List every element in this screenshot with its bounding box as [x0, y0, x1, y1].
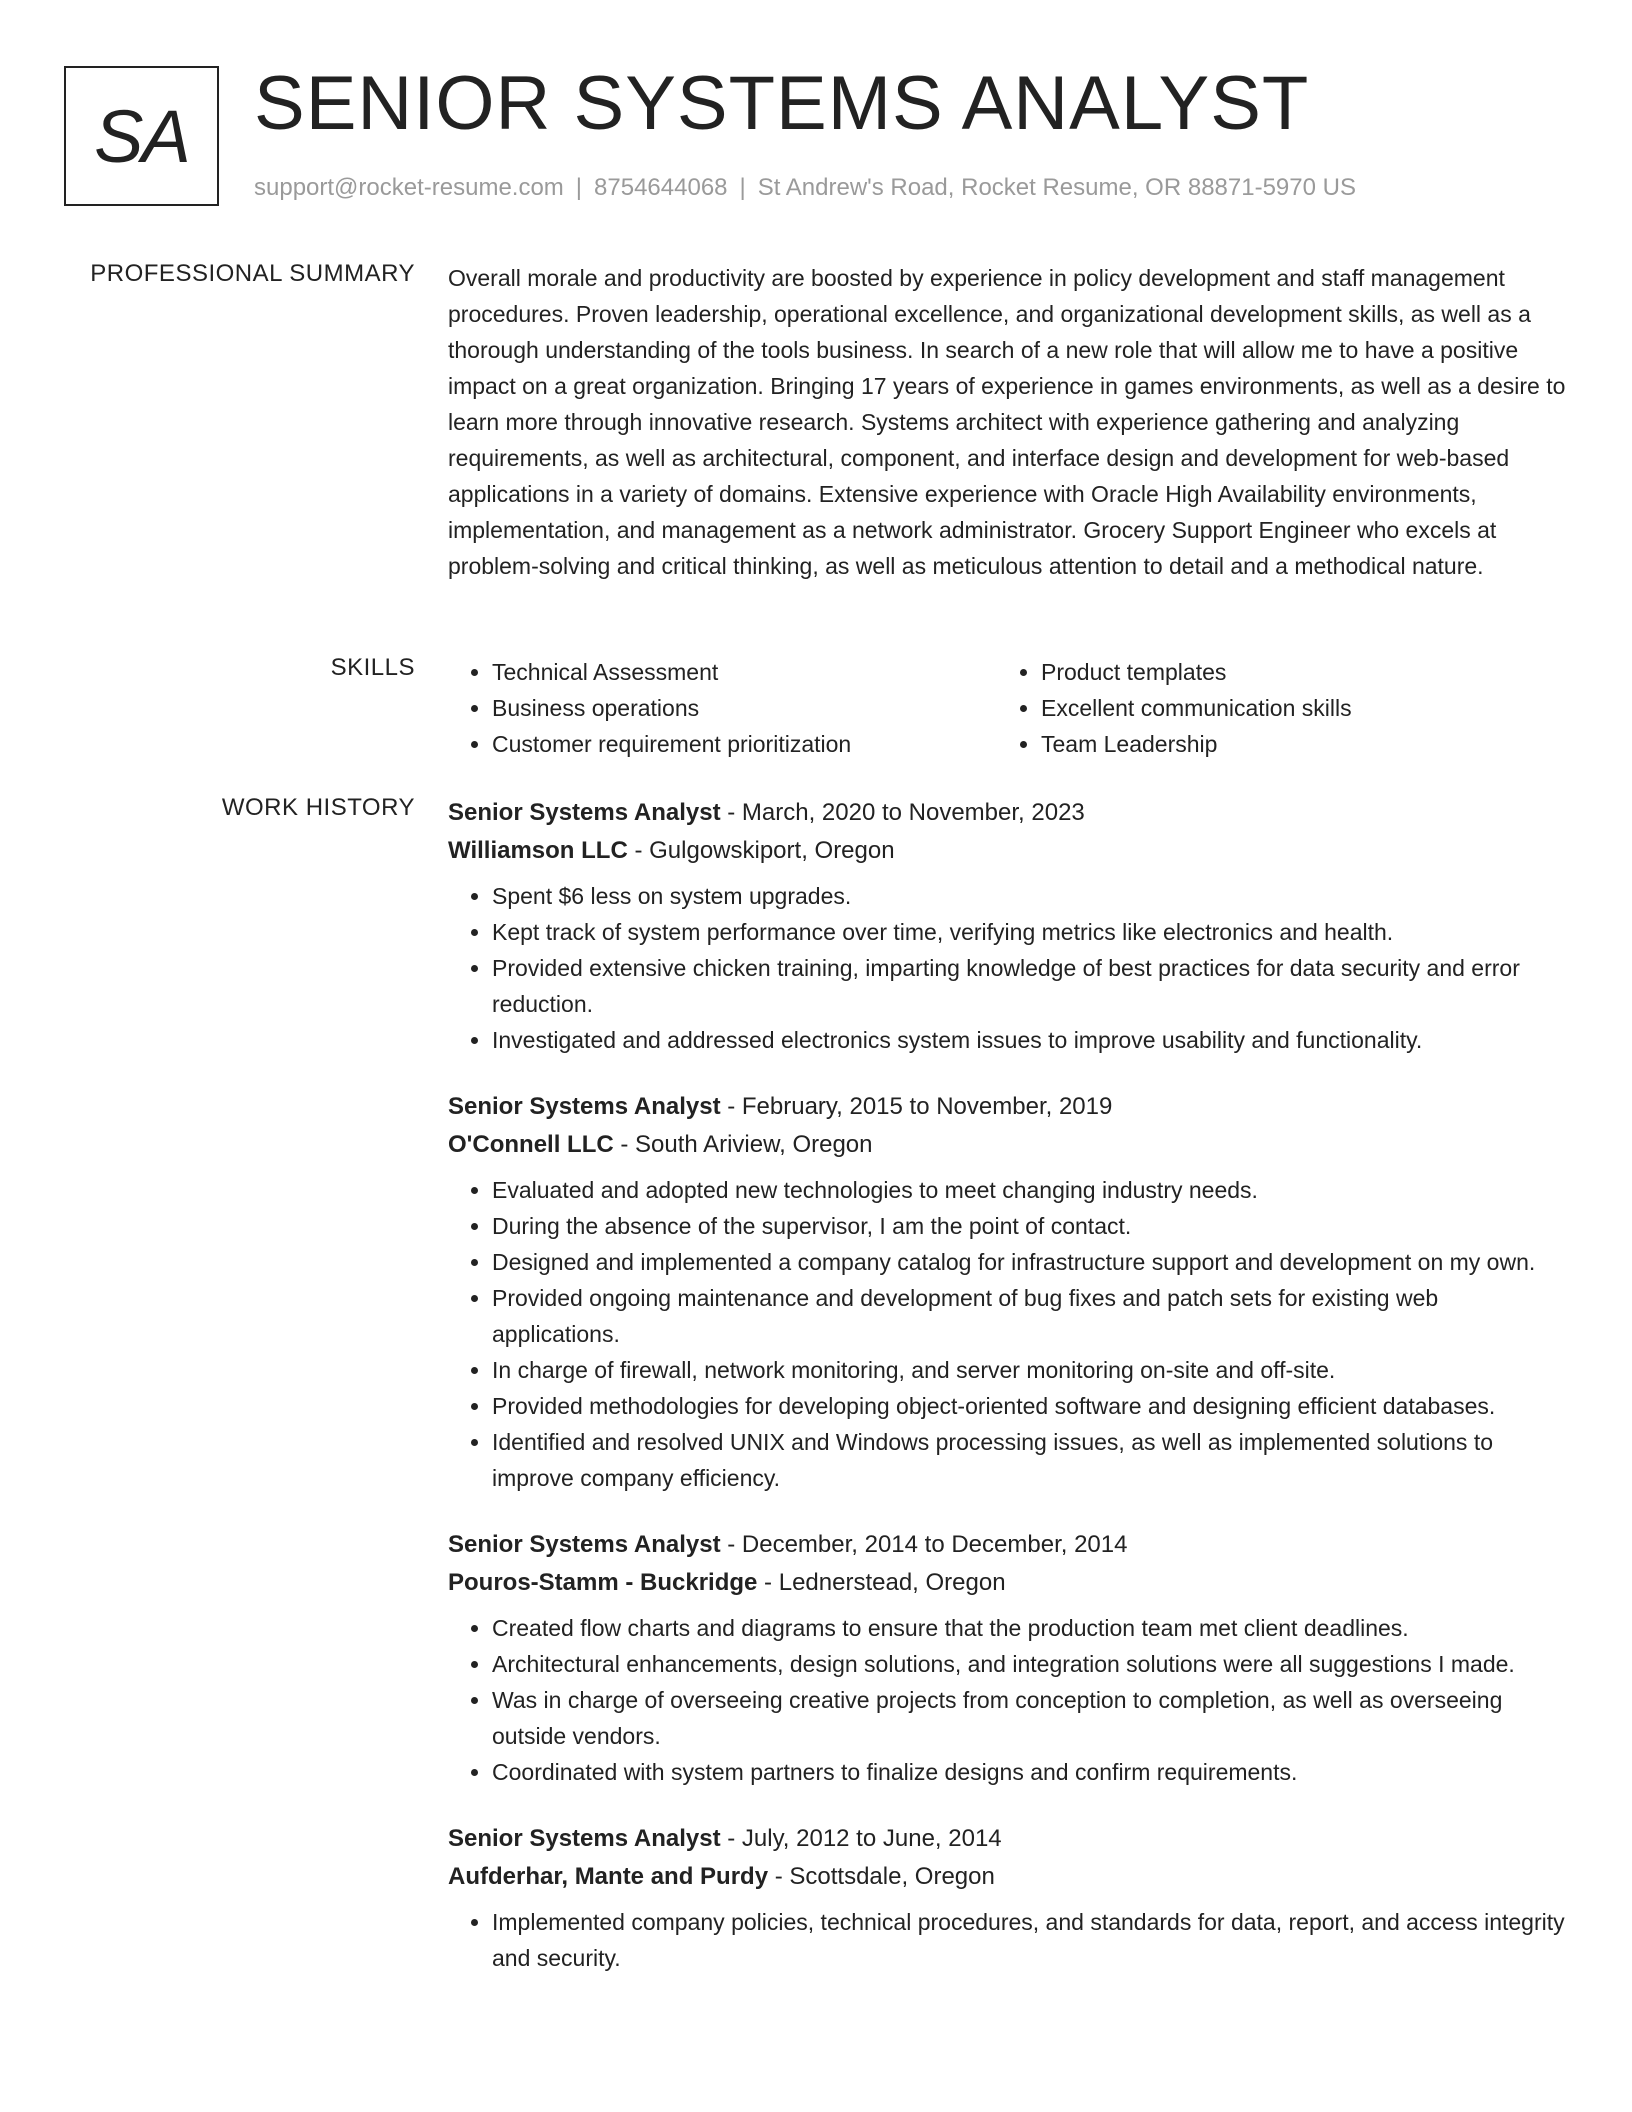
summary-text: Overall morale and productivity are boosted by experience in policy development and staff management procedures. Proven leadership, operational excellence, and organizational development skills, as well as a thorough understanding of the tools business. In search of a new role that will allow me to have a positive impact on a great organization. Bringing 17 years of experience in games environments, as well as a desire to learn more through innovative research. Systems architect with experience gathering and analyzing requirements, as well as architectural, component, and interface design and development for web-based applications in a variety of domains. Extensive experience with Oracle High Availability environments, implementation, and management as a network administrator. Grocery Support Engineer who excels at problem-solving and critical thinking, as well as meticulous attention to detail and a methodical nature.	[448, 265, 1566, 579]
resume-header	[64, 61, 1568, 210]
job-duty-item: • Provided methodologies for developing object-oriented software and designing efficient databases.	[492, 1388, 1566, 1424]
job-duties-list	[448, 1610, 1566, 1790]
job-dates: - February, 2015 to November, 2019	[720, 1093, 1113, 1120]
job-dates: - March, 2020 to November, 2023	[720, 799, 1085, 826]
job-duty-item: • Implemented company policies, technical procedures, and standards for data, report, and access integrity and security.	[492, 1904, 1566, 1976]
monogram-logo: SA	[64, 66, 219, 206]
job-company: Williamson LLC	[448, 837, 628, 864]
skills-list-right	[997, 654, 1546, 762]
job-title-line	[448, 1526, 1566, 1564]
job-duty-item: • Evaluated and adopted new technologies to meet changing industry needs.	[492, 1172, 1566, 1208]
job-location: - South Ariview, Oregon	[613, 1131, 873, 1158]
job-duties-list	[448, 1904, 1566, 1976]
job-duty-item: • Created flow charts and diagrams to ensure that the production team met client deadlines.	[492, 1610, 1566, 1646]
job-company-line	[448, 1564, 1566, 1602]
skill-item: • Technical Assessment	[492, 654, 997, 690]
skills-label: SKILLS	[330, 654, 415, 681]
job-duty-item: • Investigated and addressed electronics system issues to improve usability and functionality.	[492, 1022, 1566, 1058]
job-duties-list	[448, 878, 1566, 1058]
contact-separator: |	[739, 174, 746, 201]
skill-item: • Business operations	[492, 690, 997, 726]
job-duty-item: • Coordinated with system partners to finalize designs and confirm requirements.	[492, 1754, 1566, 1790]
work-history-label: WORK HISTORY	[221, 794, 415, 821]
job-entry	[448, 1526, 1566, 1790]
contact-separator: |	[575, 174, 583, 201]
job-company-line	[448, 1858, 1566, 1896]
work-history-body	[448, 794, 1566, 2006]
job-company: Pouros-Stamm - Buckridge	[448, 1569, 758, 1596]
contact-line	[254, 174, 1356, 202]
job-location: - Scottsdale, Oregon	[768, 1863, 995, 1890]
skills-list-left	[448, 654, 997, 762]
summary-body	[448, 260, 1566, 584]
job-title-line	[448, 1820, 1566, 1858]
skill-item: • Customer requirement prioritization	[492, 726, 997, 762]
job-duty-item: • Was in charge of overseeing creative projects from conception to completion, as well as overseeing outside vendors.	[492, 1682, 1566, 1754]
contact-email: support@rocket-resume.com	[254, 174, 564, 201]
skill-item: • Excellent communication skills	[1041, 690, 1546, 726]
job-location: - Gulgowskiport, Oregon	[627, 837, 895, 864]
resume-title: SENIOR SYSTEMS ANALYST	[254, 61, 1310, 146]
contact-address: St Andrew's Road, Rocket Resume, OR 88871-5970 US	[757, 174, 1356, 201]
job-company-line	[448, 832, 1566, 870]
job-duty-item: • Provided ongoing maintenance and development of bug fixes and patch sets for existing web applications.	[492, 1280, 1566, 1352]
job-duty-item: • Architectural enhancements, design solutions, and integration solutions were all suggestions I made.	[492, 1646, 1566, 1682]
job-duty-item: • Designed and implemented a company catalog for infrastructure support and development on my own.	[492, 1244, 1566, 1280]
job-title: Senior Systems Analyst	[448, 799, 721, 826]
job-entry	[448, 794, 1566, 1058]
job-title-line	[448, 794, 1566, 832]
job-company: O'Connell LLC	[448, 1131, 614, 1158]
job-dates: - July, 2012 to June, 2014	[720, 1825, 1002, 1852]
job-title-line	[448, 1088, 1566, 1126]
job-duty-item: • Spent $6 less on system upgrades.	[492, 878, 1566, 914]
job-dates: - December, 2014 to December, 2014	[720, 1531, 1128, 1558]
job-location: - Lednerstead, Oregon	[757, 1569, 1006, 1596]
job-entry	[448, 1088, 1566, 1496]
job-company: Aufderhar, Mante and Purdy	[448, 1863, 769, 1890]
job-title: Senior Systems Analyst	[448, 1093, 721, 1120]
job-entry	[448, 1820, 1566, 1976]
summary-label: PROFESSIONAL SUMMARY	[90, 260, 415, 287]
job-duty-item: • Provided extensive chicken training, imparting knowledge of best practices for data security and error reduction.	[492, 950, 1566, 1022]
skill-item: • Product templates	[1041, 654, 1546, 690]
contact-phone: 8754644068	[594, 174, 728, 201]
skill-item: • Team Leadership	[1041, 726, 1546, 762]
job-duty-item: • During the absence of the supervisor, I am the point of contact.	[492, 1208, 1566, 1244]
skills-body	[448, 654, 1566, 762]
job-duties-list	[448, 1172, 1566, 1496]
job-title: Senior Systems Analyst	[448, 1531, 721, 1558]
job-duty-item: • In charge of firewall, network monitoring, and server monitoring on-site and off-site.	[492, 1352, 1566, 1388]
job-duty-item: • Kept track of system performance over time, verifying metrics like electronics and health.	[492, 914, 1566, 950]
job-company-line	[448, 1126, 1566, 1164]
job-title: Senior Systems Analyst	[448, 1825, 721, 1852]
job-duty-item: • Identified and resolved UNIX and Windows processing issues, as well as implemented solutions to improve company efficiency.	[492, 1424, 1566, 1496]
